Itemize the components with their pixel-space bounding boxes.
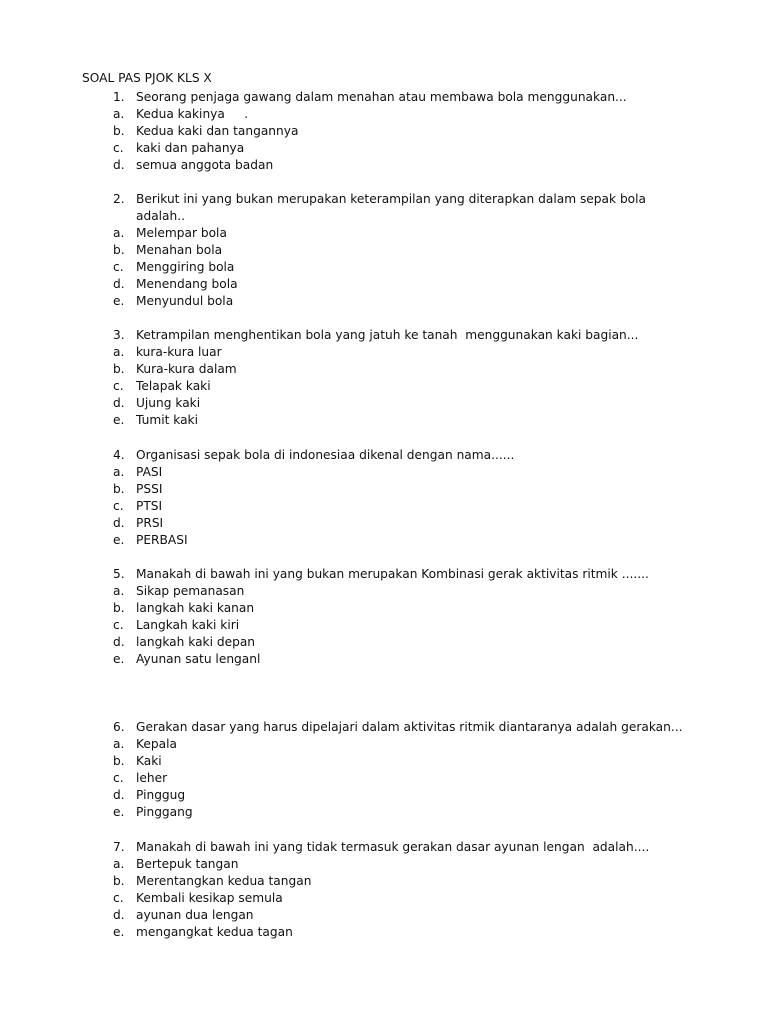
option-letter: b. <box>113 874 125 888</box>
page-title: SOAL PAS PJOK KLS X <box>82 71 212 85</box>
option-letter: b. <box>113 362 125 376</box>
option-letter: c. <box>113 379 124 393</box>
option-text: PRSI <box>136 516 164 530</box>
option-letter: b. <box>113 754 125 768</box>
option-text: ayunan dua lengan <box>136 908 254 922</box>
option-text: kura-kura luar <box>136 345 222 359</box>
option-letter: a. <box>113 857 125 871</box>
option-letter: e. <box>113 652 125 666</box>
option-text: Ujung kaki <box>136 396 201 410</box>
option-letter: d. <box>113 635 125 649</box>
option-letter: d. <box>113 158 125 172</box>
question-number: 6. <box>113 720 125 734</box>
option-letter: c. <box>113 771 124 785</box>
option-text: kaki dan pahanya <box>136 141 245 155</box>
option-letter: b. <box>113 482 125 496</box>
option-text: PERBASI <box>136 533 188 547</box>
question-number: 2. <box>113 192 125 206</box>
option-letter: e. <box>113 294 125 308</box>
option-letter: a. <box>113 345 125 359</box>
option-text: Pinggang <box>136 805 193 819</box>
option-text: Ayunan satu lenganl <box>136 652 261 666</box>
option-letter: c. <box>113 141 124 155</box>
option-letter: b. <box>113 124 125 138</box>
option-text: Menahan bola <box>136 243 223 257</box>
option-text: Merentangkan kedua tangan <box>136 874 312 888</box>
option-letter: d. <box>113 516 125 530</box>
option-text: Menggiring bola <box>136 260 235 274</box>
option-letter: c. <box>113 499 124 513</box>
option-letter: a. <box>113 107 125 121</box>
question-text: Organisasi sepak bola di indonesiaa dikenal dengan nama...... <box>136 448 515 462</box>
option-letter: e. <box>113 805 125 819</box>
option-letter: c. <box>113 891 124 905</box>
option-text: Kembali kesikap semula <box>136 891 283 905</box>
question-text: Manakah di bawah ini yang tidak termasuk gerakan dasar ayunan lengan adalah.... <box>136 840 650 854</box>
option-letter: e. <box>113 413 125 427</box>
question-text: Manakah di bawah ini yang bukan merupakan Kombinasi gerak aktivitas ritmik ....... <box>136 567 649 581</box>
question-text-continuation: adalah.. <box>136 209 185 223</box>
option-letter: b. <box>113 601 125 615</box>
option-letter: e. <box>113 533 125 547</box>
option-text: Kaki <box>136 754 162 768</box>
option-text: Telapak kaki <box>136 379 211 393</box>
option-text: Langkah kaki kiri <box>136 618 240 632</box>
option-text: PTSI <box>136 499 163 513</box>
question-number: 3. <box>113 328 125 342</box>
option-text: Bertepuk tangan <box>136 857 239 871</box>
question-number: 1. <box>113 90 125 104</box>
option-letter: d. <box>113 908 125 922</box>
option-text: Tumit kaki <box>136 413 198 427</box>
option-text: Kura-kura dalam <box>136 362 237 376</box>
option-letter: a. <box>113 465 125 479</box>
question-number: 5. <box>113 567 125 581</box>
option-letter: b. <box>113 243 125 257</box>
question-number: 4. <box>113 448 125 462</box>
option-text: mengangkat kedua tagan <box>136 925 293 939</box>
question-text: Gerakan dasar yang harus dipelajari dalam aktivitas ritmik diantaranya adalah gerakan... <box>136 720 683 734</box>
option-letter: a. <box>113 737 125 751</box>
question-number: 7. <box>113 840 125 854</box>
option-text: Kedua kaki dan tangannya <box>136 124 299 138</box>
option-text: Melempar bola <box>136 226 227 240</box>
option-text: Menyundul bola <box>136 294 234 308</box>
option-text: PSSI <box>136 482 163 496</box>
option-letter: a. <box>113 226 125 240</box>
option-text: leher <box>136 771 168 785</box>
option-letter: d. <box>113 277 125 291</box>
option-letter: d. <box>113 788 125 802</box>
option-letter: c. <box>113 260 124 274</box>
option-text: Pinggug <box>136 788 186 802</box>
question-text: Berikut ini yang bukan merupakan keterampilan yang diterapkan dalam sepak bola <box>136 192 646 206</box>
option-text: langkah kaki depan <box>136 635 256 649</box>
option-letter: d. <box>113 396 125 410</box>
option-letter: c. <box>113 618 124 632</box>
question-text: Ketrampilan menghentikan bola yang jatuh ke tanah menggunakan kaki bagian... <box>136 328 639 342</box>
option-text: PASI <box>136 465 163 479</box>
option-text: semua anggota badan <box>136 158 274 172</box>
question-text: Seorang penjaga gawang dalam menahan atau membawa bola menggunakan... <box>136 90 627 104</box>
option-letter: e. <box>113 925 125 939</box>
option-text: Menendang bola <box>136 277 238 291</box>
option-letter: a. <box>113 584 125 598</box>
option-text: Kepala <box>136 737 177 751</box>
option-text: langkah kaki kanan <box>136 601 255 615</box>
option-text: Kedua kakinya . <box>136 107 249 121</box>
option-text: Sikap pemanasan <box>136 584 245 598</box>
